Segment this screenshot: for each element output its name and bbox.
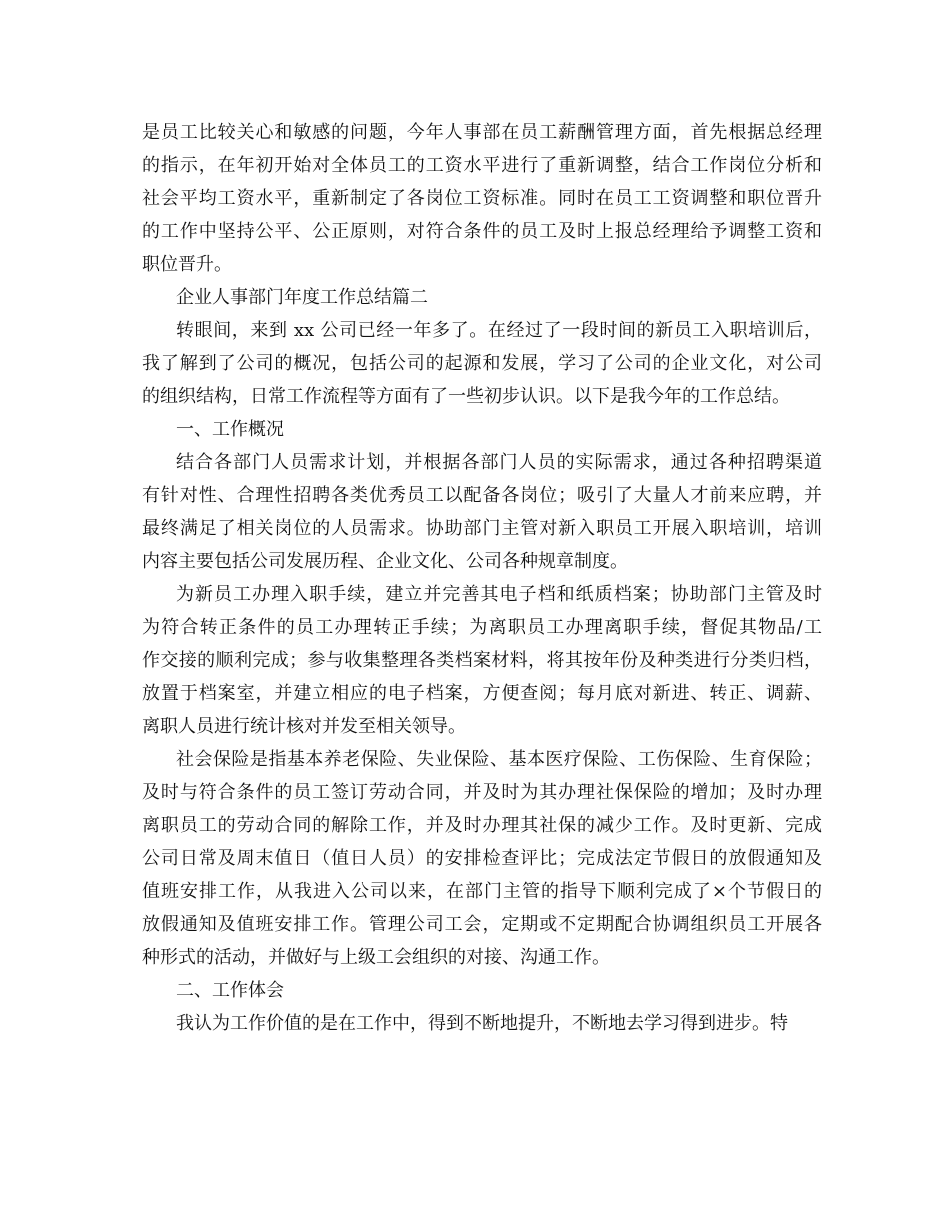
paragraph-title2 (142, 281, 822, 314)
text-line: 种形式的活动，并做好与上级工会组织的对接、沟通工作。 (142, 947, 610, 968)
document-body (142, 116, 822, 1040)
text-line: 的工作中坚持公平、公正原则，对符合条件的员工及时上报总经理给予调整工资和 (142, 221, 822, 242)
text-line: 职位晋升。 (142, 254, 232, 275)
paragraph-heading1 (142, 413, 822, 446)
text-line: 社会平均工资水平，重新制定了各岗位工资标准。同时在员工工资调整和职位晋升 (142, 188, 822, 209)
text-line: 的指示，在年初开始对全体员工的工资水平进行了重新调整，结合工作岗位分析和 (142, 155, 822, 176)
text-line: 值班安排工作，从我进入公司以来，在部门主管的指导下顺利完成了×个节假日的 (142, 881, 822, 902)
text-line: 是员工比较关心和敏感的问题，今年人事部在员工薪酬管理方面，首先根据总经理 (142, 122, 822, 143)
text-line: 结合各部门人员需求计划，并根据各部门人员的实际需求，通过各种招聘渠道 (176, 452, 822, 473)
text-line: 转眼间，来到 xx 公司已经一年多了。在经过了一段时间的新员工入职培训后， (176, 320, 822, 341)
text-line: 二、工作体会 (176, 980, 284, 1001)
text-line: 社会保险是指基本养老保险、失业保险、基本医疗保险、工伤保险、生育保险； (176, 749, 822, 770)
text-line: 公司日常及周末值日（值日人员）的安排检查评比；完成法定节假日的放假通知及 (142, 848, 822, 869)
text-line: 有针对性、合理性招聘各类优秀员工以配备各岗位；吸引了大量人才前来应聘，并 (142, 485, 822, 506)
text-line: 作交接的顺利完成；参与收集整理各类档案材料，将其按年份及种类进行分类归档， (142, 650, 822, 671)
paragraph-recruit (142, 446, 822, 578)
text-line: 内容主要包括公司发展历程、企业文化、公司各种规章制度。 (142, 551, 628, 572)
paragraph-salary (142, 116, 822, 281)
text-line: 我认为工作价值的是在工作中，得到不断地提升，不断地去学习得到进步。特 (176, 1013, 788, 1034)
text-line: 及时与符合条件的员工签订劳动合同，并及时为其办理社保保险的增加；及时办理 (142, 782, 822, 803)
text-line: 企业人事部门年度工作总结篇二 (176, 287, 428, 308)
text-line: 的组织结构，日常工作流程等方面有了一些初步认识。以下是我今年的工作总结。 (142, 386, 790, 407)
text-line: 一、工作概况 (176, 419, 284, 440)
text-line: 为符合转正条件的员工办理转正手续；为离职员工办理离职手续，督促其物品/工 (142, 617, 822, 638)
text-line: 离职员工的劳动合同的解除工作，并及时办理其社保的减少工作。及时更新、完成 (142, 815, 822, 836)
paragraph-heading2 (142, 974, 822, 1007)
text-line: 为新员工办理入职手续，建立并完善其电子档和纸质档案；协助部门主管及时 (176, 584, 822, 605)
paragraph-records (142, 578, 822, 743)
text-line: 放置于档案室，并建立相应的电子档案，方便查阅；每月底对新进、转正、调薪、 (142, 683, 822, 704)
paragraph-experience (142, 1007, 822, 1040)
paragraph-insurance (142, 743, 822, 974)
text-line: 放假通知及值班安排工作。管理公司工会，定期或不定期配合协调组织员工开展各 (142, 914, 822, 935)
text-line: 离职人员进行统计核对并发至相关领导。 (142, 716, 466, 737)
text-line: 我了解到了公司的概况，包括公司的起源和发展，学习了公司的企业文化，对公司 (142, 353, 822, 374)
paragraph-intro (142, 314, 822, 413)
text-line: 最终满足了相关岗位的人员需求。协助部门主管对新入职员工开展入职培训，培训 (142, 518, 822, 539)
